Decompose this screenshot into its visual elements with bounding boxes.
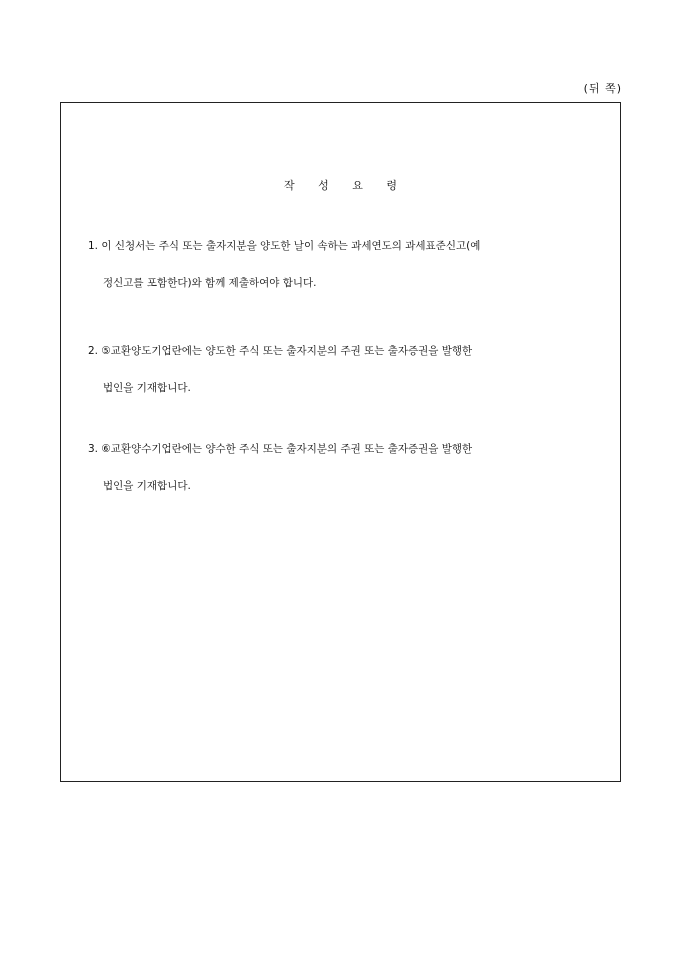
page-side-label: (뒤 쪽) bbox=[583, 82, 622, 95]
instruction-item-2-line-1: 2. ⑤교환양도기업란에는 양도한 주식 또는 출자지분의 주권 또는 출자증권을 발행한 bbox=[88, 345, 473, 357]
instruction-item-2 bbox=[88, 341, 608, 398]
instructions-title: 작 성 요 령 bbox=[284, 179, 407, 192]
instruction-item-3-line-1: 3. ⑥교환양수기업란에는 양수한 주식 또는 출자지분의 주권 또는 출자증권을 발행한 bbox=[88, 443, 473, 455]
instruction-item-1 bbox=[88, 236, 608, 293]
instruction-item-3-line-2: 법인을 기재합니다. bbox=[103, 480, 191, 492]
instruction-item-2-line-2: 법인을 기재합니다. bbox=[103, 382, 191, 394]
instruction-item-1-line-2: 정신고를 포함한다)와 함께 제출하여야 합니다. bbox=[103, 277, 317, 289]
instructions-frame bbox=[60, 102, 621, 782]
instruction-item-1-line-1: 1. 이 신청서는 주식 또는 출자지분을 양도한 날이 속하는 과세연도의 과세표준신고(예 bbox=[88, 240, 481, 252]
instruction-item-3 bbox=[88, 439, 608, 496]
